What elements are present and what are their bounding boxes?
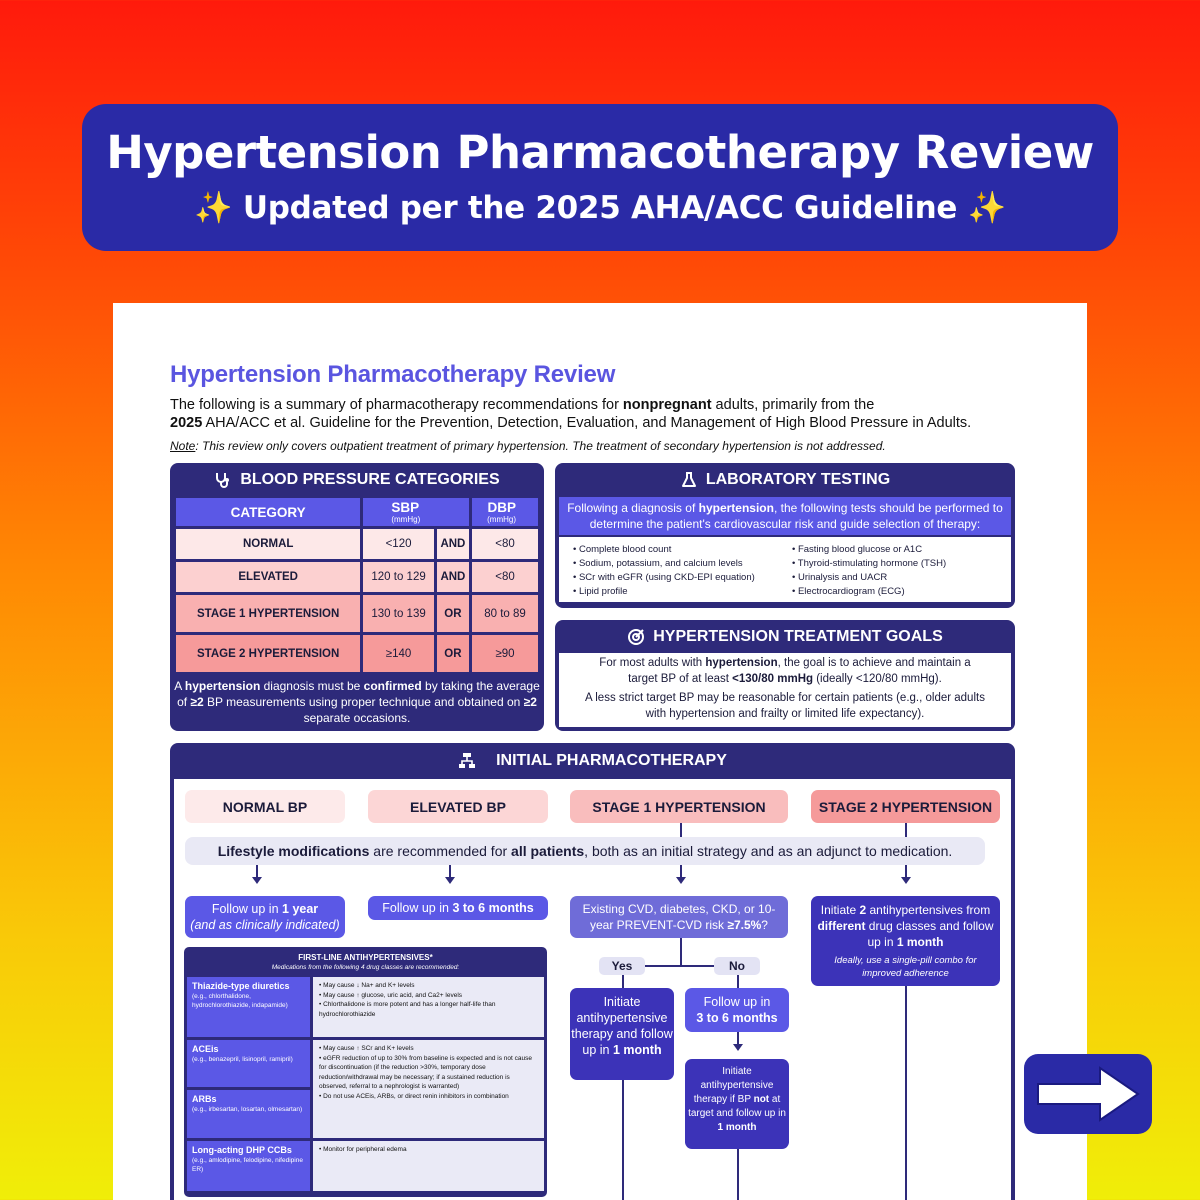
list-item: • Sodium, potassium, and calcium levels: [573, 557, 792, 571]
yes-branch: Yes: [599, 957, 645, 975]
initial-pharmacotherapy-title: INITIAL PHARMACOTHERAPY: [496, 752, 727, 769]
stage-elevated: ELEVATED BP: [368, 790, 548, 823]
treatment-goals-title: HYPERTENSION TREATMENT GOALS: [653, 627, 943, 645]
sparkle-icon: ✨: [967, 190, 1006, 226]
page-title: Hypertension Pharmacotherapy Review: [170, 361, 616, 388]
col-sbp: SBP (mmHg): [363, 498, 469, 526]
intro-text: The following is a summary of pharmacotherapy recommendations for nonpregnant adults, primarily from the 2025 AHA/ACC et al. Guideline for the Prevention, Detection, Evaluation, and Management of High Blood Pressure in Adults.: [170, 397, 972, 431]
lab-testing-header: [555, 463, 1015, 497]
bp-categories-header: [170, 463, 544, 497]
treatment-goals-text: For most adults with hypertension, the goal is to achieve and maintain a target BP of at least <130/80 mmHg (ideally <120/80 mmHg). A less strict target BP may be reasonable for certain patients (e.g., older adults with hypertension and frailty or limited life expectancy).: [559, 653, 1011, 727]
banner-subtitle-text: Updated per the 2025 AHA/ACC Guideline: [242, 190, 958, 226]
document-page: [113, 303, 1087, 1200]
table-row: Thiazide-type diuretics (e.g., chlorthalidone, hydrochlorothiazide, indapamide) • May cause ↓ Na+ and K+ levels • May cause ↑ glucose, uric acid, and Ca2+ levels • Chlorthalidone is more potent and has a longer half-life than hydrochlorothiazide: [187, 977, 544, 1037]
list-item: • Fasting blood glucose or A1C: [792, 543, 1011, 557]
first-line-antihypertensives: [184, 947, 547, 1197]
treatment-goals-header: [555, 620, 1015, 653]
elevated-followup: Follow up in 3 to 6 months: [368, 896, 548, 920]
flask-icon: [680, 471, 698, 489]
table-row: ELEVATED 120 to 129 AND <80: [176, 562, 538, 592]
stage2-action: Initiate 2 antihypertensives from different drug classes and follow up in 1 month Ideally, use a single-pill combo for improved adherence: [811, 896, 1000, 986]
table-row: STAGE 2 HYPERTENSION ≥140 OR ≥90: [176, 635, 538, 672]
lifestyle-modifications: Lifestyle modifications are recommended for all patients , both as an initial strategy and as an adjunct to medication.: [185, 837, 985, 865]
banner-title: Hypertension Pharmacotherapy Review: [106, 126, 1094, 179]
first-line-title: FIRST-LINE ANTIHYPERTENSIVES* Medications from the following 4 drug classes are recommended:: [271, 953, 460, 971]
no-branch: No: [714, 957, 760, 975]
bp-categories-card: [170, 463, 544, 731]
lab-testing-intro: Following a diagnosis of hypertension, the following tests should be performed to determine the patient's cardiovascular risk and guide selection of therapy:: [559, 497, 1011, 535]
normal-followup: Follow up in 1 year (and as clinically indicated): [185, 896, 345, 938]
lab-testing-card: [555, 463, 1015, 608]
initial-pharmacotherapy-header: [170, 743, 1015, 779]
list-item: • SCr with eGFR (using CKD-EPI equation): [573, 571, 792, 585]
target-icon: [627, 628, 645, 646]
banner-subtitle: [82, 188, 1118, 228]
yes-initiate-therapy: Initiate antihypertensive therapy and follow up in 1 month: [570, 988, 674, 1080]
no-initiate-if-not-at-target: Initiate antihypertensive therapy if BP not at target and follow up in 1 month: [685, 1059, 789, 1149]
treatment-goals-card: [555, 620, 1015, 731]
bp-categories-title: BLOOD PRESSURE CATEGORIES: [240, 471, 500, 488]
table-row: NORMAL <120 AND <80: [176, 529, 538, 559]
no-followup: Follow up in 3 to 6 months: [685, 988, 789, 1032]
flowchart-area: [174, 779, 1011, 1200]
lab-tests-list: [559, 537, 1011, 602]
lab-testing-title: LABORATORY TESTING: [705, 471, 891, 488]
note-text: Note: This review only covers outpatient treatment of primary hypertension. The treatment of secondary hypertension is not addressed.: [170, 439, 886, 453]
list-item: • Thyroid-stimulating hormone (TSH): [792, 557, 1011, 571]
next-slide-button[interactable]: [1024, 1054, 1152, 1134]
table-row: STAGE 1 HYPERTENSION 130 to 139 OR 80 to 89: [176, 595, 538, 632]
stage-2-hypertension: STAGE 2 HYPERTENSION: [811, 790, 1000, 823]
flowchart-icon: [458, 752, 476, 770]
list-item: • Urinalysis and UACR: [792, 571, 1011, 585]
list-item: • Complete blood count: [573, 543, 792, 557]
stethoscope-icon: [214, 471, 232, 489]
table-row: ACEis (e.g., benazepril, lisinopril, ramipril) ARBs (e.g., irbesartan, losartan, olmesartan) • May cause ↑ SCr and K+ levels • eGFR reduction of up to 30% from baseline is expected and is not cause for discontinuation (if the reduction >30%, temporary dose reduction/withdrawal may be necessary; if a sustained reduction is observed, referral to a nephrologist is warranted) • Do not use ACEis, ARBs, or direct renin inhibitors in combination: [187, 1040, 544, 1138]
list-item: • Lipid profile: [573, 585, 792, 599]
list-item: • Electrocardiogram (ECG): [792, 585, 1011, 599]
col-dbp: DBP (mmHg): [472, 498, 538, 526]
table-row: Long-acting DHP CCBs (e.g., amlodipine, felodipine, nifedipine ER) • Monitor for peripheral edema: [187, 1141, 544, 1191]
bp-table: [173, 495, 541, 675]
stage-normal: NORMAL BP: [185, 790, 345, 823]
stage-1-hypertension: STAGE 1 HYPERTENSION: [570, 790, 788, 823]
header-banner: [82, 104, 1118, 251]
stage1-question: Existing CVD, diabetes, CKD, or 10-year PREVENT-CVD risk ≥7.5%?: [570, 896, 788, 938]
initial-pharmacotherapy-card: [170, 743, 1015, 1200]
right-arrow-icon: [1024, 1054, 1152, 1134]
sparkle-icon: ✨: [194, 190, 233, 226]
col-category: CATEGORY: [176, 498, 360, 526]
bp-footer-text: A hypertension diagnosis must be confirmed by taking the average of ≥2 BP measurements using proper technique and obtained on ≥2 separate occasions.: [174, 679, 540, 725]
